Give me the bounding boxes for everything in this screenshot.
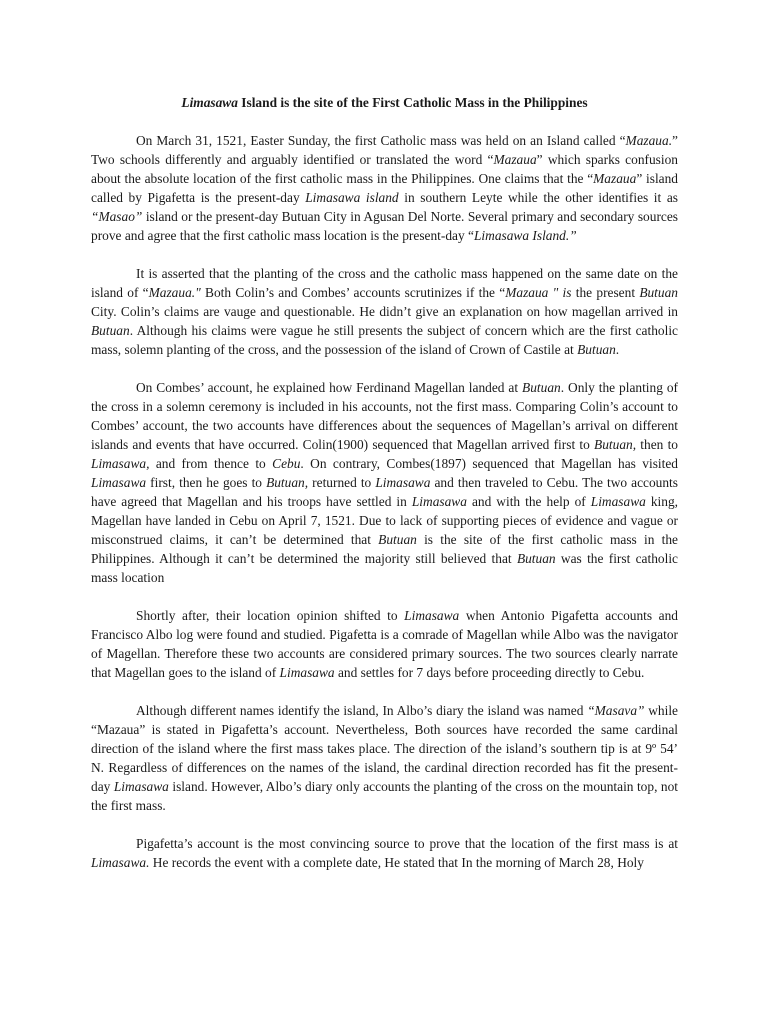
- text-run: . On contrary, Combes(1897) sequenced that Magellan has visited: [300, 456, 678, 471]
- paragraph: [91, 264, 678, 359]
- text-run: in southern Leyte while the other identifies it as: [398, 190, 678, 205]
- text-run: On March 31, 1521, Easter Sunday, the first Catholic mass was held on an Island called “: [136, 133, 626, 148]
- italic-text-run: Mazaua " is: [505, 285, 572, 300]
- text-run: . Only the planting of the cross in a solemn ceremony is included in his accounts, not the first mass. Comparing Colin’s account to Combes’ account, the two accounts have differences about the sequences of Magellan’s arrival on different islands and events that have occurred. Colin(1900) sequenced that Magellan arrived first to: [91, 380, 679, 452]
- text-run: king, Magellan have landed in Cebu on April 7, 1521. Due to lack of supporting pieces of evidence and vague or misconstrued claims, it can’t be determined that: [91, 494, 678, 547]
- italic-text-run: Mazaua: [493, 152, 537, 167]
- paragraph: [91, 834, 678, 872]
- text-run: was the first catholic mass location: [91, 551, 678, 585]
- text-run: .: [615, 342, 620, 357]
- italic-text-run: Butuan: [516, 551, 556, 566]
- text-run: is the site of the first catholic mass in the Philippines. Although it can’t be determined the majority still believed that: [91, 532, 678, 566]
- document-title: [91, 93, 678, 112]
- text-run: . Although his claims were vague he still presents the subject of concern which are the first catholic mass, solemn planting of the cross, and the possession of the island of Crown of Castile at: [91, 323, 678, 357]
- italic-text-run: Limasawa.: [91, 855, 150, 870]
- title-italic-word: Limasawa: [181, 95, 238, 110]
- italic-text-run: Limasawa,: [91, 456, 150, 471]
- italic-text-run: Limasawa: [279, 665, 335, 680]
- text-run: and from thence to: [149, 456, 273, 471]
- text-run: and then traveled to Cebu. The two accounts have agreed that Magellan and his troops have settled in: [91, 475, 678, 509]
- text-run: Although different names identify the island, In Albo’s diary the island was named: [136, 703, 588, 718]
- text-run: the present: [571, 285, 640, 300]
- text-run: ” which sparks confusion about the absolute location of the first catholic mass in the Philippines. One claims that the “: [91, 152, 678, 186]
- italic-text-run: Mazaua.: [625, 133, 673, 148]
- text-run: then to: [636, 437, 679, 452]
- text-run: City. Colin’s claims are vauge and questionable. He didn’t give an explanation on how magellan arrived in: [91, 304, 678, 319]
- text-run: returned to: [308, 475, 376, 490]
- italic-text-run: Limasawa: [590, 494, 646, 509]
- text-run: He records the event with a complete date, He stated that In the morning of March 28, Holy: [149, 855, 644, 870]
- paragraph: [91, 378, 678, 587]
- text-run: first, then he goes to: [146, 475, 267, 490]
- italic-text-run: Limasawa: [113, 779, 169, 794]
- text-run: island. However, Albo’s diary only accounts the planting of the cross on the mountain top, not the first mass.: [91, 779, 678, 813]
- paragraph: [91, 131, 678, 245]
- italic-text-run: Limasawa: [411, 494, 467, 509]
- italic-text-run: Butuan: [577, 342, 616, 357]
- text-run: It is asserted that the planting of the cross and the catholic mass happened on the same date on the island of “: [91, 266, 678, 300]
- text-run: ” island called by Pigafetta is the present-day: [91, 171, 678, 205]
- italic-text-run: Limasawa: [404, 608, 460, 623]
- italic-text-run: Butuan,: [594, 437, 637, 452]
- italic-text-run: Limasawa island: [305, 190, 399, 205]
- text-run: while “Mazaua” is stated in Pigafetta’s account. Nevertheless, Both sources have recorded the same cardinal direction of the island where the first mass takes place. The direction of the island’s southern tip is at 9º 54’ N. Regardless of differences on the names of the island, the cardinal direction recorded has fit the present-day: [91, 703, 678, 794]
- paragraph: [91, 606, 678, 682]
- text-run: and with the help of: [466, 494, 591, 509]
- italic-text-run: Butuan: [91, 323, 130, 338]
- text-run: and settles for 7 days before proceeding directly to Cebu.: [334, 665, 645, 680]
- text-run: when Antonio Pigafetta accounts and Francisco Albo log were found and studied. Pigafetta is a comrade of Magellan while Albo was the navigator of Magellan. Therefore these two accounts are considered primary sources. The two sources clearly narrate that Magellan goes to the island of: [91, 608, 679, 680]
- italic-text-run: Mazaua.": [148, 285, 201, 300]
- text-run: Pigafetta’s account is the most convincing source to prove that the location of the first mass is at: [136, 836, 678, 851]
- italic-text-run: Limasawa: [375, 475, 431, 490]
- italic-text-run: Butuan,: [266, 475, 309, 490]
- text-run: Shortly after, their location opinion shifted to: [136, 608, 405, 623]
- paragraph: [91, 701, 678, 815]
- italic-text-run: “Masao”: [91, 209, 143, 224]
- italic-text-run: Butuan: [522, 380, 561, 395]
- text-run: island or the present-day Butuan City in Agusan Del Norte. Several primary and secondary sources prove and agree that the first catholic mass location is the present-day “: [91, 209, 678, 243]
- italic-text-run: Limasawa Island.”: [473, 228, 577, 243]
- italic-text-run: “Masava”: [587, 703, 645, 718]
- italic-text-run: Butuan: [639, 285, 678, 300]
- text-run: On Combes’ account, he explained how Ferdinand Magellan landed at: [136, 380, 523, 395]
- italic-text-run: Mazaua: [593, 171, 637, 186]
- italic-text-run: Butuan: [378, 532, 417, 547]
- text-run: Both Colin’s and Combes’ accounts scrutinizes if the “: [200, 285, 506, 300]
- document-body: [91, 131, 678, 891]
- italic-text-run: Limasawa: [91, 475, 147, 490]
- text-run: ” Two schools differently and arguably identified or translated the word “: [91, 133, 678, 167]
- title-text: Island is the site of the First Catholic Mass in the Philippines: [237, 95, 588, 110]
- italic-text-run: Cebu: [272, 456, 301, 471]
